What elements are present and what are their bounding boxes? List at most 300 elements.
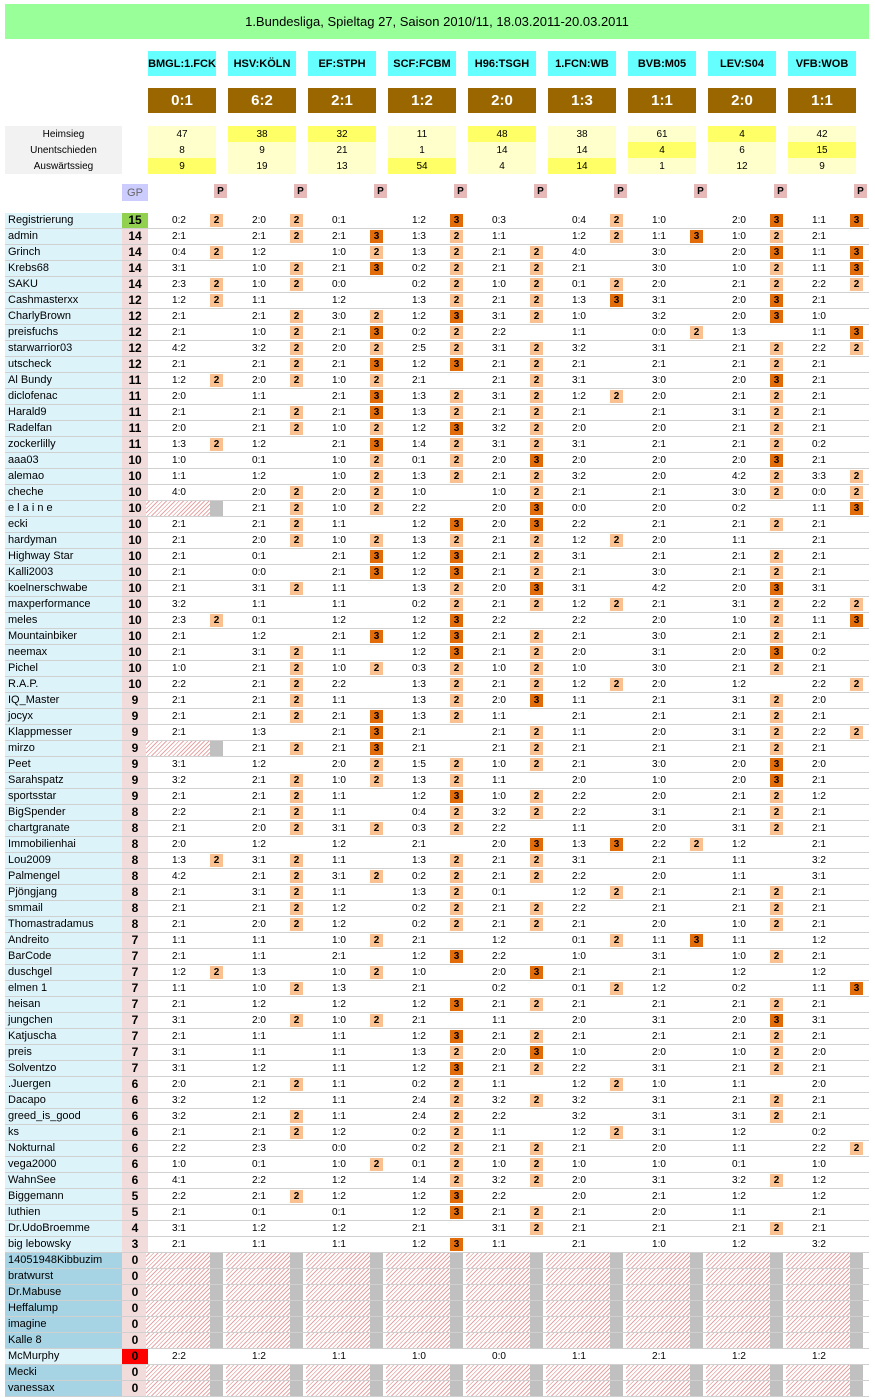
- tip-value: 2:1: [812, 1031, 826, 1042]
- player-points: 3: [122, 1237, 148, 1252]
- p-header[interactable]: P: [614, 184, 627, 198]
- player-name[interactable]: ecki: [5, 517, 122, 532]
- tip-value: 2:1: [252, 407, 266, 418]
- player-name[interactable]: luthien: [5, 1205, 122, 1220]
- player-points: 10: [122, 501, 148, 516]
- table-row: [5, 357, 869, 373]
- player-name[interactable]: 14051948Kibbuzim: [5, 1253, 122, 1268]
- tip-points: 2: [450, 886, 463, 899]
- player-name[interactable]: Kalli2003: [5, 565, 122, 580]
- tip-points: 2: [290, 806, 303, 819]
- empty-tip: [146, 1381, 211, 1396]
- table-row: [5, 533, 869, 549]
- tip-points: 3: [770, 758, 783, 771]
- tip-value: 2:0: [732, 215, 746, 226]
- player-name[interactable]: hardyman: [5, 533, 122, 548]
- player-name[interactable]: big lebowsky: [5, 1237, 122, 1252]
- player-name[interactable]: vanessax: [5, 1381, 122, 1396]
- tip-value: 2:0: [812, 1079, 826, 1090]
- tip-value: 1:0: [492, 487, 506, 498]
- player-name[interactable]: Dr.Mabuse: [5, 1285, 122, 1300]
- tip-value: 2:1: [332, 551, 346, 562]
- empty-tip: [386, 1317, 451, 1332]
- tip-value: 3:2: [172, 599, 186, 610]
- player-name[interactable]: duschgel: [5, 965, 122, 980]
- tip-value: 1:2: [252, 1095, 266, 1106]
- tip-points: 3: [610, 838, 623, 851]
- player-name[interactable]: BigSpender: [5, 805, 122, 820]
- player-name[interactable]: maxperformance: [5, 597, 122, 612]
- table-row: [5, 1253, 869, 1269]
- empty-points: [370, 1253, 383, 1268]
- player-name[interactable]: diclofenac: [5, 389, 122, 404]
- tip-value: 0:1: [252, 1159, 266, 1170]
- tip-points: 2: [850, 598, 863, 611]
- tip-value: 1:2: [492, 935, 506, 946]
- player-name[interactable]: Nokturnal: [5, 1141, 122, 1156]
- tip-value: 2:1: [172, 1127, 186, 1138]
- player-name[interactable]: koelnerschwabe: [5, 581, 122, 596]
- player-name[interactable]: elmen 1: [5, 981, 122, 996]
- table-row: [5, 1301, 869, 1317]
- tip-points: 3: [530, 502, 543, 515]
- tip-points: 2: [770, 278, 783, 291]
- stat-label-unentschieden: Unentschieden: [5, 142, 122, 158]
- tip-points: 2: [210, 294, 223, 307]
- player-name[interactable]: Palmengel: [5, 869, 122, 884]
- empty-points: [530, 1365, 543, 1380]
- player-points: 0: [122, 1253, 148, 1268]
- tip-value: 2:1: [652, 407, 666, 418]
- player-name[interactable]: Sarahspatz: [5, 773, 122, 788]
- player-name[interactable]: Thomastradamus: [5, 917, 122, 932]
- player-points: 10: [122, 565, 148, 580]
- p-header[interactable]: P: [534, 184, 547, 198]
- tip-value: 0:0: [332, 1143, 346, 1154]
- player-name[interactable]: mirzo: [5, 741, 122, 756]
- empty-points: [770, 1301, 783, 1316]
- player-points: 8: [122, 837, 148, 852]
- player-name[interactable]: Al Bundy: [5, 373, 122, 388]
- player-name[interactable]: vega2000: [5, 1157, 122, 1172]
- tip-points: 2: [450, 1094, 463, 1107]
- player-name[interactable]: IQ_Master: [5, 693, 122, 708]
- p-header[interactable]: P: [214, 184, 227, 198]
- tip-value: 2:1: [252, 1127, 266, 1138]
- tip-points: 2: [530, 742, 543, 755]
- player-name[interactable]: McMurphy: [5, 1349, 122, 1364]
- player-name[interactable]: Andreito: [5, 933, 122, 948]
- table-row: [5, 821, 869, 837]
- player-name[interactable]: aaa03: [5, 453, 122, 468]
- player-name[interactable]: Katjuscha: [5, 1029, 122, 1044]
- tip-value: 2:0: [652, 471, 666, 482]
- player-name[interactable]: sportsstar: [5, 789, 122, 804]
- tip-value: 2:0: [652, 535, 666, 546]
- empty-points: [770, 1381, 783, 1396]
- player-name[interactable]: Immobilienhai: [5, 837, 122, 852]
- tip-value: 2:2: [412, 503, 426, 514]
- tip-value: 3:2: [172, 1095, 186, 1106]
- tip-value: 1:1: [252, 1031, 266, 1042]
- tip-value: 2:0: [652, 727, 666, 738]
- player-points: 11: [122, 373, 148, 388]
- tip-value: 1:0: [492, 759, 506, 770]
- tip-value: 1:1: [812, 247, 826, 258]
- player-name[interactable]: CharlyBrown: [5, 309, 122, 324]
- tip-points: 2: [450, 230, 463, 243]
- tip-points: 2: [530, 1174, 543, 1187]
- table-row: [5, 261, 869, 277]
- tip-points: 2: [370, 246, 383, 259]
- tip-value: 2:1: [652, 711, 666, 722]
- player-name[interactable]: admin: [5, 229, 122, 244]
- tip-value: 1:2: [252, 247, 266, 258]
- tip-value: 2:1: [492, 599, 506, 610]
- player-points: 9: [122, 693, 148, 708]
- tip-value: 2:1: [492, 567, 506, 578]
- player-name[interactable]: Lou2009: [5, 853, 122, 868]
- player-name[interactable]: Mountainbiker: [5, 629, 122, 644]
- player-name[interactable]: smmail: [5, 901, 122, 916]
- player-name[interactable]: Dr.UdoBroemme: [5, 1221, 122, 1236]
- tip-value: 2:1: [812, 903, 826, 914]
- player-name[interactable]: Grinch: [5, 245, 122, 260]
- player-name[interactable]: utscheck: [5, 357, 122, 372]
- tip-value: 2:1: [492, 551, 506, 562]
- empty-points: [530, 1253, 543, 1268]
- tip-value: 2:1: [332, 711, 346, 722]
- tip-value: 3:0: [652, 663, 666, 674]
- match-result: 2:1: [308, 88, 376, 113]
- empty-points: [370, 1285, 383, 1300]
- empty-tip: [786, 1381, 851, 1396]
- match-result: 1:1: [788, 88, 856, 113]
- tip-value: 2:0: [172, 1079, 186, 1090]
- player-name[interactable]: greed_is_good: [5, 1109, 122, 1124]
- tip-points: 2: [290, 214, 303, 227]
- tip-points: 2: [290, 1110, 303, 1123]
- player-points: 6: [122, 1173, 148, 1188]
- table-row: [5, 309, 869, 325]
- table-row: [5, 1365, 869, 1381]
- tip-points: 2: [530, 358, 543, 371]
- tip-value: 1:3: [572, 295, 586, 306]
- tip-value: 1:2: [252, 759, 266, 770]
- tip-points: 2: [290, 742, 303, 755]
- p-header[interactable]: P: [854, 184, 867, 198]
- tip-value: 1:2: [252, 1223, 266, 1234]
- tip-value: 1:1: [332, 695, 346, 706]
- player-name[interactable]: neemax: [5, 645, 122, 660]
- tip-points: 2: [610, 1126, 623, 1139]
- tip-value: 2:1: [172, 583, 186, 594]
- player-name[interactable]: Cashmasterxx: [5, 293, 122, 308]
- p-header[interactable]: P: [294, 184, 307, 198]
- player-name[interactable]: cheche: [5, 485, 122, 500]
- tip-value: 2:2: [812, 1143, 826, 1154]
- player-points: 0: [122, 1333, 148, 1348]
- tip-value: 1:0: [332, 1159, 346, 1170]
- player-name[interactable]: Solventzo: [5, 1061, 122, 1076]
- tip-value: 0:1: [572, 983, 586, 994]
- tip-value: 1:2: [572, 391, 586, 402]
- player-name[interactable]: Kalle 8: [5, 1333, 122, 1348]
- player-name[interactable]: BarCode: [5, 949, 122, 964]
- tip-points: 3: [450, 1238, 463, 1251]
- tip-points: 3: [770, 1014, 783, 1027]
- player-name[interactable]: jungchen: [5, 1013, 122, 1028]
- empty-tip: [226, 1365, 291, 1380]
- tip-value: 2:1: [252, 1079, 266, 1090]
- table-row: [5, 1173, 869, 1189]
- match-label: H96:TSGH: [468, 51, 536, 76]
- player-name[interactable]: preisfuchs: [5, 325, 122, 340]
- tip-points: 2: [450, 246, 463, 259]
- table-row: [5, 325, 869, 341]
- tip-value: 1:1: [332, 583, 346, 594]
- tip-value: 2:1: [172, 359, 186, 370]
- player-name[interactable]: jocyx: [5, 709, 122, 724]
- table-row: [5, 485, 869, 501]
- table-row: [5, 1013, 869, 1029]
- gp-header[interactable]: GP: [122, 184, 148, 201]
- tip-points: 2: [290, 1126, 303, 1139]
- tip-value: 1:1: [332, 599, 346, 610]
- player-points: 8: [122, 869, 148, 884]
- tip-value: 1:4: [412, 439, 426, 450]
- table-row: [5, 581, 869, 597]
- player-name[interactable]: Highway Star: [5, 549, 122, 564]
- tip-value: 1:1: [332, 1095, 346, 1106]
- player-name[interactable]: Dacapo: [5, 1093, 122, 1108]
- player-name[interactable]: bratwurst: [5, 1269, 122, 1284]
- tip-value: 2:1: [172, 311, 186, 322]
- tip-points: 3: [450, 646, 463, 659]
- empty-points: [530, 1285, 543, 1300]
- player-name[interactable]: imagine: [5, 1317, 122, 1332]
- player-name[interactable]: chartgranate: [5, 821, 122, 836]
- player-name[interactable]: ks: [5, 1125, 122, 1140]
- tip-value: 1:1: [812, 503, 826, 514]
- tip-points: 2: [530, 470, 543, 483]
- empty-points: [210, 1365, 223, 1380]
- tip-value: 2:0: [732, 375, 746, 386]
- tip-points: 3: [770, 246, 783, 259]
- tip-value: 2:1: [652, 855, 666, 866]
- tip-points: 3: [450, 790, 463, 803]
- player-name[interactable]: Radelfan: [5, 421, 122, 436]
- tip-value: 3:1: [252, 887, 266, 898]
- tip-points: 2: [610, 934, 623, 947]
- tip-points: 2: [530, 758, 543, 771]
- player-name[interactable]: zockerlilly: [5, 437, 122, 452]
- tip-points: 2: [290, 310, 303, 323]
- tip-value: 4:1: [172, 1175, 186, 1186]
- player-points: 7: [122, 1045, 148, 1060]
- tip-value: 2:1: [572, 1031, 586, 1042]
- player-name[interactable]: Pichel: [5, 661, 122, 676]
- tip-value: 2:0: [652, 1207, 666, 1218]
- tip-value: 2:1: [172, 919, 186, 930]
- tip-points: 2: [210, 614, 223, 627]
- p-header[interactable]: P: [694, 184, 707, 198]
- tip-points: 2: [290, 502, 303, 515]
- tip-value: 2:1: [732, 791, 746, 802]
- match-result: 1:3: [548, 88, 616, 113]
- tip-value: 2:2: [572, 519, 586, 530]
- tip-value: 1:2: [252, 1063, 266, 1074]
- tip-value: 1:1: [252, 935, 266, 946]
- tip-points: 2: [370, 966, 383, 979]
- player-name[interactable]: starwarrior03: [5, 341, 122, 356]
- player-name[interactable]: Krebs68: [5, 261, 122, 276]
- match-label: BVB:M05: [628, 51, 696, 76]
- tip-value: 2:1: [812, 1063, 826, 1074]
- player-name[interactable]: Klappmesser: [5, 725, 122, 740]
- tip-points: 2: [770, 1174, 783, 1187]
- table-row: [5, 245, 869, 261]
- player-name[interactable]: R.A.P.: [5, 677, 122, 692]
- tip-value: 3:2: [492, 423, 506, 434]
- player-name[interactable]: meles: [5, 613, 122, 628]
- tip-value: 2:0: [652, 871, 666, 882]
- player-name[interactable]: heisan: [5, 997, 122, 1012]
- tip-points: 2: [530, 278, 543, 291]
- empty-tip: [386, 1269, 451, 1284]
- tip-points: 2: [770, 694, 783, 707]
- tip-value: 2:1: [252, 903, 266, 914]
- tip-value: 1:2: [572, 1079, 586, 1090]
- tip-value: 2:1: [732, 999, 746, 1010]
- player-name[interactable]: alemao: [5, 469, 122, 484]
- tip-value: 2:0: [492, 583, 506, 594]
- tip-value: 1:1: [332, 1351, 346, 1362]
- tip-value: 1:0: [572, 951, 586, 962]
- tip-value: 1:1: [332, 855, 346, 866]
- player-points: 12: [122, 293, 148, 308]
- player-name[interactable]: Biggemann: [5, 1189, 122, 1204]
- empty-points: [690, 1253, 703, 1268]
- tip-points: 2: [770, 1110, 783, 1123]
- tip-value: 3:2: [492, 1095, 506, 1106]
- tip-value: 1:0: [332, 663, 346, 674]
- tip-value: 1:3: [572, 839, 586, 850]
- tip-value: 2:1: [652, 695, 666, 706]
- empty-points: [610, 1365, 623, 1380]
- table-row: [5, 1381, 869, 1397]
- empty-tip: [546, 1269, 611, 1284]
- player-name[interactable]: Registrierung: [5, 213, 122, 228]
- tip-points: 2: [530, 902, 543, 915]
- player-points: 8: [122, 901, 148, 916]
- tip-value: 1:2: [732, 1351, 746, 1362]
- tip-points: 2: [290, 358, 303, 371]
- player-name[interactable]: Harald9: [5, 405, 122, 420]
- tip-value: 2:2: [812, 343, 826, 354]
- tip-value: 1:2: [732, 679, 746, 690]
- tip-value: 1:0: [412, 1351, 426, 1362]
- tip-points: 2: [290, 374, 303, 387]
- tip-value: 4:2: [732, 471, 746, 482]
- tip-points: 2: [370, 470, 383, 483]
- tip-value: 2:1: [652, 359, 666, 370]
- player-points: 7: [122, 1061, 148, 1076]
- tip-points: 3: [450, 1062, 463, 1075]
- tip-points: 3: [770, 294, 783, 307]
- empty-tip: [546, 1381, 611, 1396]
- tip-value: 2:1: [492, 247, 506, 258]
- empty-points: [530, 1317, 543, 1332]
- tip-points: 2: [530, 918, 543, 931]
- player-name[interactable]: .Juergen: [5, 1077, 122, 1092]
- tip-value: 3:0: [652, 631, 666, 642]
- tip-value: 2:1: [252, 711, 266, 722]
- player-name[interactable]: Heffalump: [5, 1301, 122, 1316]
- tip-value: 0:0: [252, 567, 266, 578]
- tip-value: 3:2: [572, 1095, 586, 1106]
- tip-value: 2:2: [172, 679, 186, 690]
- tip-value: 2:1: [732, 1063, 746, 1074]
- tip-value: 2:1: [172, 631, 186, 642]
- tip-value: 3:0: [652, 567, 666, 578]
- tip-points: 3: [370, 630, 383, 643]
- tip-points: 2: [850, 342, 863, 355]
- player-name[interactable]: WahnSee: [5, 1173, 122, 1188]
- player-name[interactable]: preis: [5, 1045, 122, 1060]
- player-points: 0: [122, 1285, 148, 1300]
- empty-tip: [146, 1365, 211, 1380]
- player-name[interactable]: SAKU: [5, 277, 122, 292]
- empty-points: [690, 1269, 703, 1284]
- tip-points: 2: [290, 1014, 303, 1027]
- player-name[interactable]: Mecki: [5, 1365, 122, 1380]
- tip-value: 2:1: [252, 695, 266, 706]
- player-name[interactable]: Peet: [5, 757, 122, 772]
- tip-points: 2: [370, 1014, 383, 1027]
- tip-value: 1:1: [172, 983, 186, 994]
- tip-points: 3: [370, 710, 383, 723]
- tip-points: 3: [770, 214, 783, 227]
- tip-value: 2:2: [652, 839, 666, 850]
- player-name[interactable]: e l a i n e: [5, 501, 122, 516]
- player-points: 10: [122, 533, 148, 548]
- tip-value: 2:1: [732, 1095, 746, 1106]
- tip-points: 3: [370, 358, 383, 371]
- table-row: [5, 1189, 869, 1205]
- p-header[interactable]: P: [454, 184, 467, 198]
- tip-points: 2: [530, 566, 543, 579]
- tip-value: 2:0: [572, 775, 586, 786]
- empty-points: [370, 1269, 383, 1284]
- tip-value: 1:1: [332, 1111, 346, 1122]
- tip-points: 3: [530, 838, 543, 851]
- tip-points: 2: [290, 1190, 303, 1203]
- empty-points: [690, 1381, 703, 1396]
- player-name[interactable]: Pjöngjang: [5, 885, 122, 900]
- empty-tip: [626, 1333, 691, 1348]
- p-header[interactable]: P: [374, 184, 387, 198]
- tip-points: 2: [530, 390, 543, 403]
- empty-tip: [706, 1253, 771, 1268]
- empty-points: [690, 1285, 703, 1300]
- tip-value: 3:1: [652, 1095, 666, 1106]
- tip-value: 1:1: [252, 599, 266, 610]
- tip-value: 1:0: [332, 535, 346, 546]
- stat-value-ausw: 4: [468, 158, 536, 174]
- p-header[interactable]: P: [774, 184, 787, 198]
- tip-value: 2:1: [732, 807, 746, 818]
